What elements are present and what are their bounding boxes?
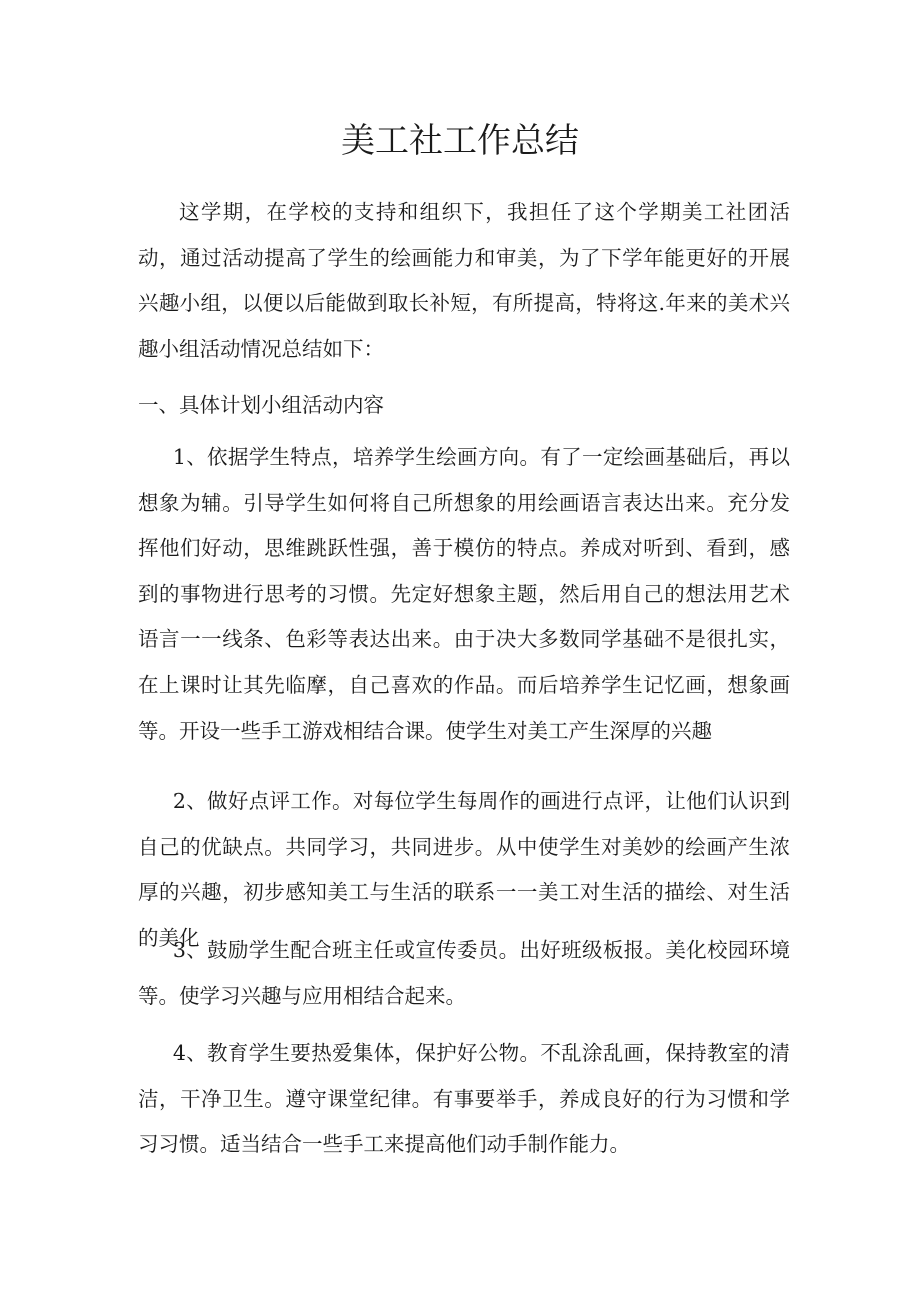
section-heading: 一、具体计划小组活动内容 bbox=[138, 393, 384, 417]
list-item-3: 3、鼓励学生配合班主任或宣传委员。出好班级板报。美化校园环境等。使学习兴趣与应用相结合起来。 bbox=[138, 938, 790, 1008]
list-item-1: 1、依据学生特点，培养学生绘画方向。有了一定绘画基础后，再以想象为辅。引导学生如何将自己所想象的用绘画语言表达出来。充分发挥他们好动，思维跳跃性强，善于模仿的特点。养成对听到、看到，感到的事物进行思考的习惯。先定好想象主题，然后用自己的想法用艺术语言一一线条、色彩等表达出来。由于决大多数同学基础不是很扎实，在上课时让其先临摩，自己喜欢的作品。而后培养学生记忆画，想象画等。开设一些手工游戏相结合课。使学生对美工产生深厚的兴趣 bbox=[138, 445, 790, 743]
list-item-2: 2、做好点评工作。对每位学生每周作的画进行点评，让他们认识到自己的优缺点。共同学习，共同进步。从中使学生对美妙的绘画产生浓厚的兴趣，初步感知美工与生活的联系一一美工对生活的描绘、对生活的美化 bbox=[138, 789, 790, 950]
intro-paragraph: 这学期，在学校的支持和组织下，我担任了这个学期美工社团活动，通过活动提高了学生的绘画能力和审美，为了下学年能更好的开展兴趣小组，以便以后能做到取长补短，有所提高，特将这.年来的美术兴趣小组活动情况总结如下： bbox=[138, 200, 790, 361]
list-item-4: 4、教育学生要热爱集体，保护好公物。不乱涂乱画，保持教室的清洁，干净卫生。遵守课堂纪律。有事要举手，养成良好的行为习惯和学习习惯。适当结合一些手工来提高他们动手制作能力。 bbox=[138, 1041, 790, 1157]
document-title: 美工社工作总结 bbox=[341, 121, 579, 161]
